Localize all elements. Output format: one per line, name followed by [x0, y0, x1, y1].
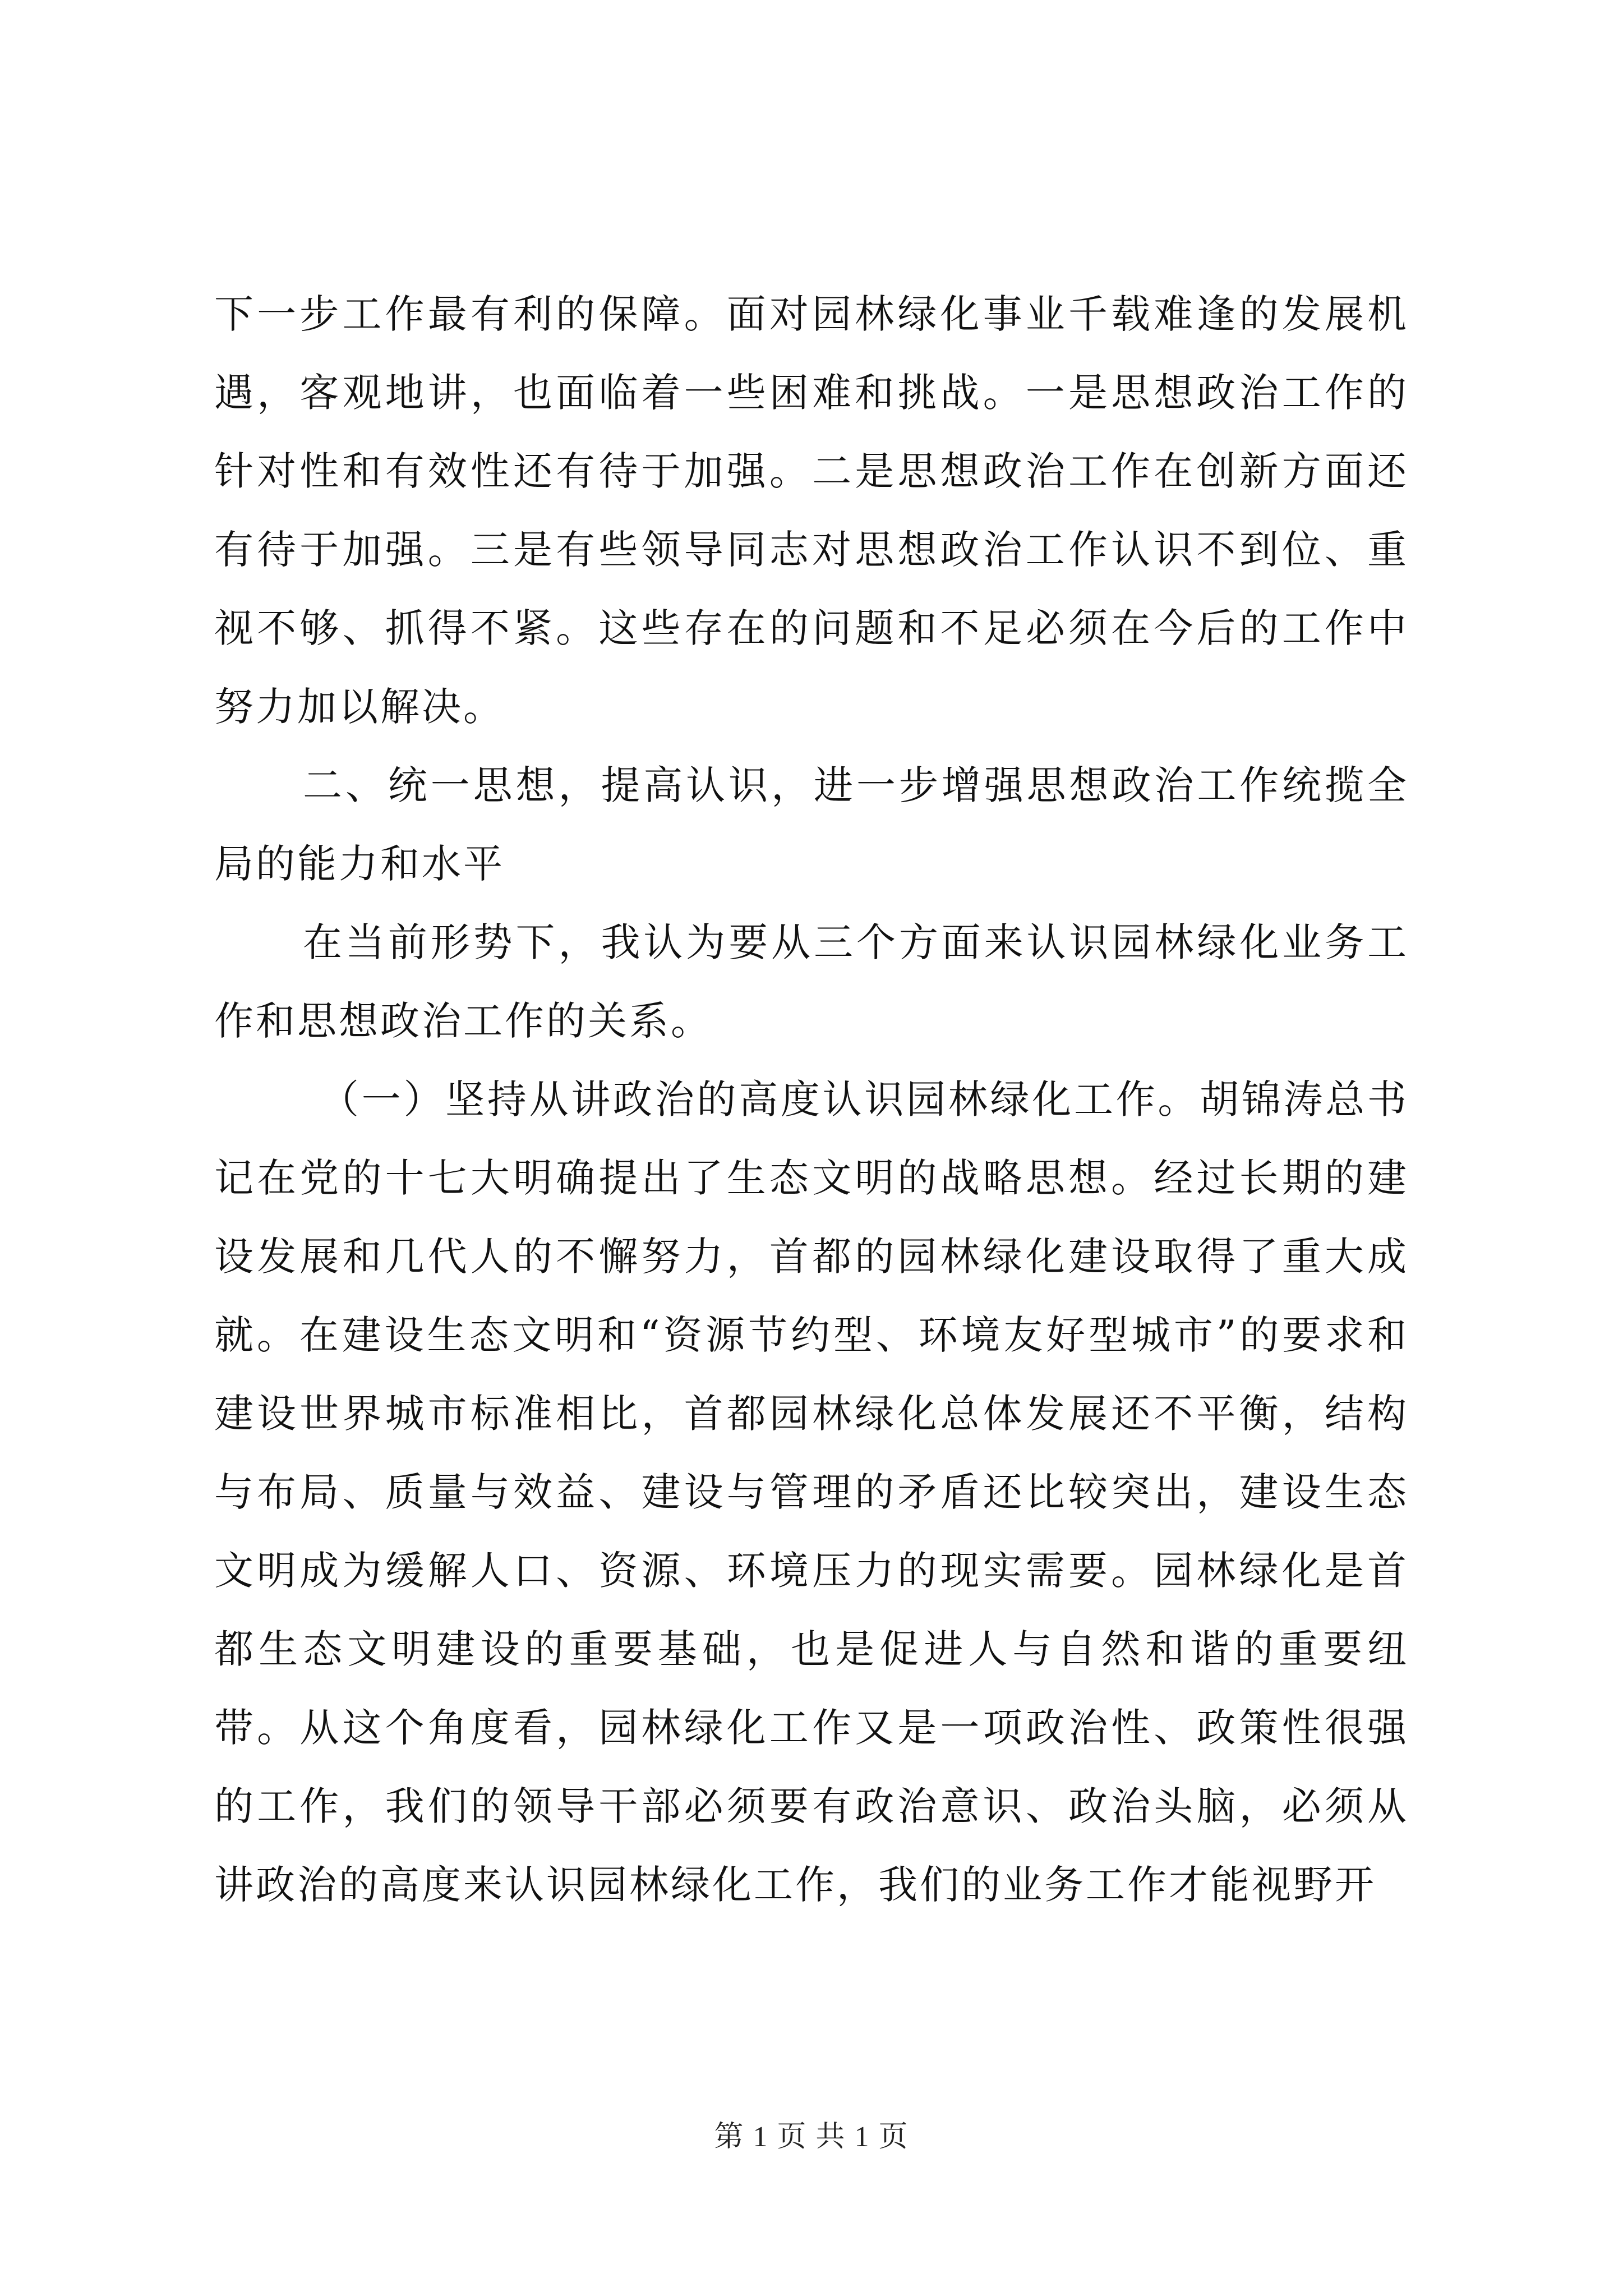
paragraph-continuation: 下一步工作最有利的保障。面对园林绿化事业千载难逢的发展机遇，客观地讲，也面临着一些困难和挑战。一是思想政治工作的针对性和有效性还有待于加强。二是思想政治工作在创新方面还有待于加强。三是有些领导同志对思想政治工作认识不到位、重视不够、抓得不紧。这些存在的问题和不足必须在今后的工作中努力加以解决。 — [214, 291, 1409, 730]
paragraph-subsection-1: （一）坚持从讲政治的高度认识园林绿化工作。胡锦涛总书记在党的十七大明确提出了生态文明的战略思想。经过长期的建设发展和几代人的不懈努力，首都的园林绿化建设取得了重大成就。在建设生态文明和“资源节约型、环境友好型城市”的要求和建设世界城市标准相比，首都园林绿化总体发展还不平衡，结构与布局、质量与效益、建设与管理的矛盾还比较突出，建设生态文明成为缓解人口、资源、环境压力的现实需要。园林绿化是首都生态文明建设的重要基础，也是促进人与自然和谐的重要纽带。从这个角度看，园林绿化工作又是一项政治性、政策性很强的工作，我们的领导干部必须要有政治意识、政治头脑，必须从讲政治的高度来认识园林绿化工作，我们的业务工作才能视野开 — [214, 1076, 1409, 1908]
paragraph-intro: 在当前形势下，我认为要从三个方面来认识园林绿化业务工作和思想政治工作的关系。 — [214, 919, 1409, 1044]
page-footer: 第 1 页 共 1 页 — [714, 2121, 909, 2153]
section-heading: 二、统一思想，提高认识，进一步增强思想政治工作统揽全局的能力和水平 — [214, 762, 1409, 887]
document-body — [214, 275, 1409, 1924]
